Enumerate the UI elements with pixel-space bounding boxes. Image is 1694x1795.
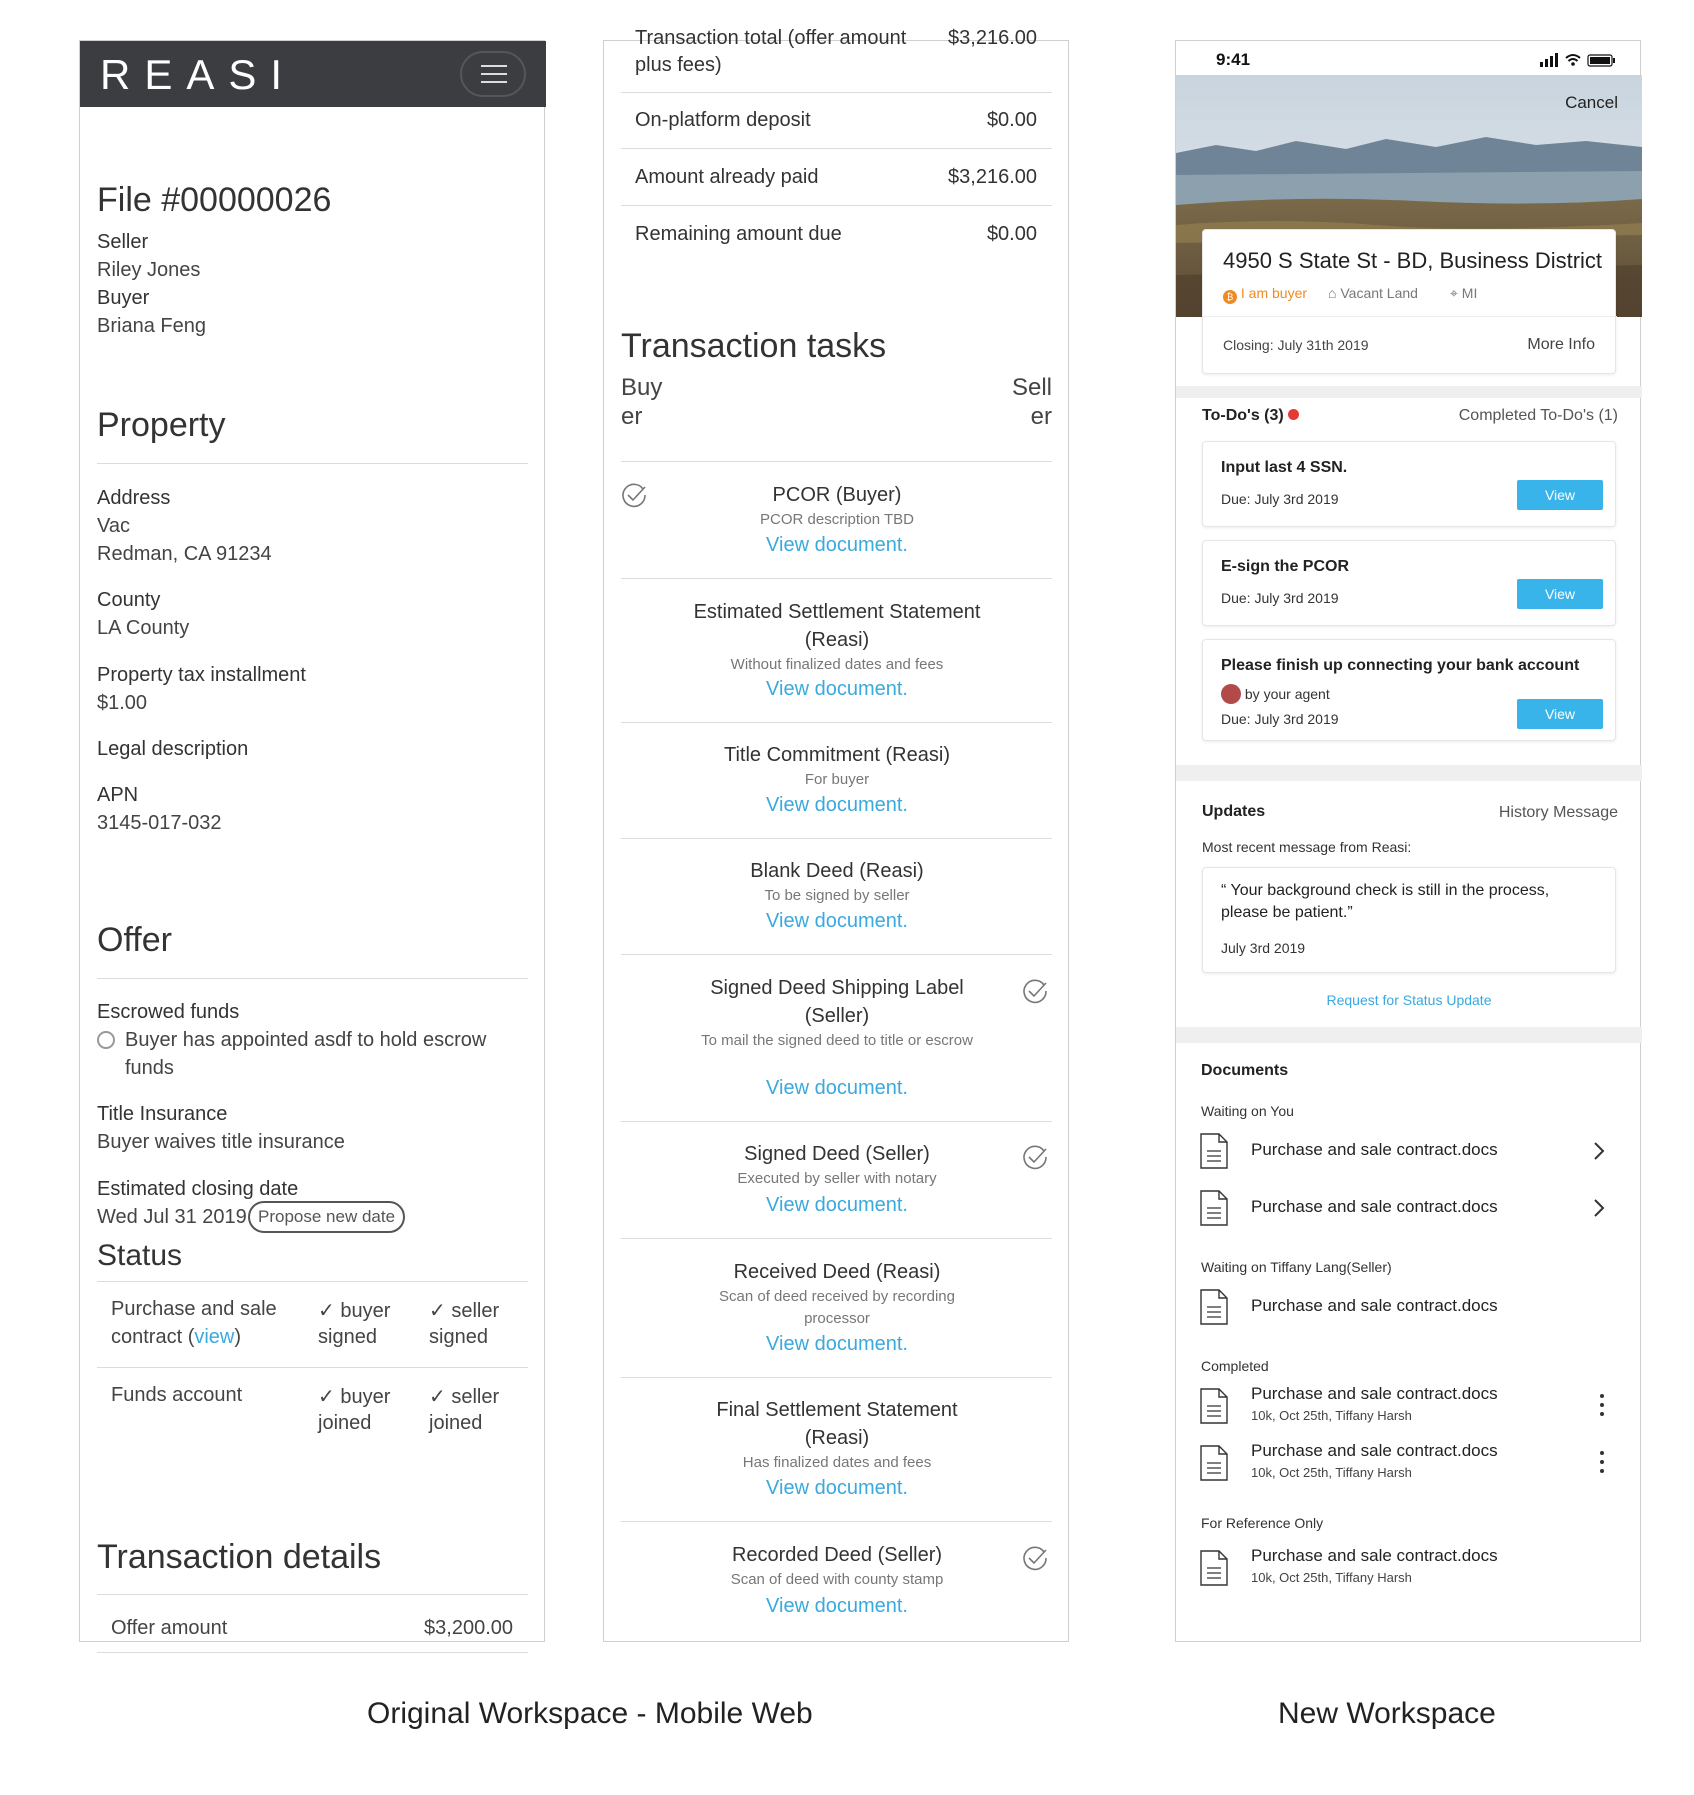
closing-date-label: Estimated closing date [97,1178,299,1200]
chevron-right-icon [1592,1197,1606,1219]
task-subtitle: Without finalized dates and fees [730,656,944,673]
seller-label: Seller [97,231,149,253]
section-separator [1176,1027,1642,1043]
updates-heading: Updates [1202,803,1266,820]
menu-icon-line [481,81,507,83]
escrow-label: Escrowed funds [97,1001,240,1023]
seller-column-header: Sell [1011,374,1052,401]
deposit-label: On-platform deposit [635,109,811,131]
view-document-link[interactable]: View document. [766,678,908,700]
escrow-text-line2: funds [125,1057,174,1079]
todos-heading [1202,407,1299,425]
divider [621,1521,1052,1522]
task-title: Estimated Settlement Statement (Reasi) [693,601,981,651]
remaining-label: Remaining amount due [635,223,842,245]
todo-assignee [1221,684,1330,704]
task-subtitle: Scan of deed received by recording processor [719,1288,955,1327]
funds-account-label: Funds account [111,1384,243,1406]
task-title: Title Commitment (Reasi) [724,744,950,766]
waiting-on-you-label: Waiting on You [1201,1103,1294,1119]
view-document-link[interactable]: View document. [766,910,908,932]
status-text: buyer [340,1386,391,1408]
status-row-label: Purchase and sale [111,1298,277,1320]
apn-value: 3145-017-032 [97,812,222,834]
task-title: Signed Deed Shipping Label (Seller) [710,977,964,1027]
escrow-text-line1: Buyer has appointed asdf to hold escrow [125,1029,487,1051]
view-document-link[interactable]: View document. [766,794,908,816]
remaining-value: $0.00 [986,223,1037,245]
home-icon: ⌂ [1328,285,1341,301]
task-subtitle: To be signed by seller [764,887,910,904]
view-button[interactable]: View [1517,480,1603,510]
view-document-link[interactable]: View document. [766,1077,908,1099]
role-tag [1223,285,1307,304]
cancel-button[interactable]: Cancel [1565,93,1618,112]
divider [621,461,1052,462]
section-separator [1176,386,1642,398]
document-meta: 10k, Oct 25th, Tiffany Harsh [1251,1570,1412,1585]
seller-complete-check-icon [1022,978,1048,1004]
message-text-line2: please be patient.” [1221,904,1353,921]
task-subtitle: PCOR description TBD [760,511,914,528]
view-document-link[interactable]: View document. [766,1477,908,1499]
task-subtitle: Scan of deed with county stamp [730,1571,944,1588]
offer-heading: Offer [97,921,172,959]
document-name: Purchase and sale contract.docs [1251,1197,1498,1216]
seller-complete-check-icon [1022,1144,1048,1170]
alert-dot-icon [1288,409,1299,420]
divider [97,1367,528,1368]
file-title: File #00000026 [97,181,332,219]
chevron-right-icon [1592,1140,1606,1162]
deposit-value: $0.00 [986,109,1037,131]
state-text: MI [1461,285,1478,301]
divider [97,1281,528,1282]
county-value: LA County [97,617,190,639]
caption-new-workspace: New Workspace [1278,1697,1496,1730]
status-bar-icons [1540,53,1620,67]
closing-date: Closing: July 31th 2019 [1223,337,1369,353]
assignee-text: by your agent [1244,686,1330,702]
mobile-web-panel-1 [79,40,545,1642]
divider [621,1377,1052,1378]
divider [621,1121,1052,1122]
history-message-link[interactable]: History Message [1498,804,1618,821]
task-subtitle: To mail the signed deed to title or escrow [701,1032,973,1049]
reference-only-label: For Reference Only [1201,1515,1324,1531]
propose-new-date-button[interactable]: Propose new date [248,1201,405,1233]
task-subtitle: Has finalized dates and fees [742,1454,932,1471]
menu-icon-line [481,65,507,67]
paid-value: $3,216.00 [948,166,1037,188]
tax-value: $1.00 [97,692,148,714]
task-subtitle: For buyer [804,771,870,788]
document-icon [1200,1133,1228,1169]
land-type [1328,285,1418,301]
offer-amount-label: Offer amount [111,1617,228,1639]
todo-due: Due: July 3rd 2019 [1221,590,1339,606]
menu-icon-line [481,73,507,75]
address-line2: Redman, CA 91234 [97,543,272,565]
status-row-label-close: ) [234,1326,242,1348]
todo-title: Please finish up connecting your bank account [1221,657,1580,674]
role-text: I am buyer [1240,285,1308,301]
tax-label: Property tax installment [97,664,306,686]
recent-message-label: Most recent message from Reasi: [1202,839,1412,855]
caption-original-workspace: Original Workspace - Mobile Web [367,1697,813,1730]
completed-todos-link[interactable]: Completed To-Do's (1) [1458,407,1618,424]
seller-name: Riley Jones [97,259,201,281]
title-insurance-label: Title Insurance [97,1103,228,1125]
location-pin-icon: ⌖ [1450,285,1462,301]
seller-complete-check-icon [1022,1545,1048,1571]
buyer-name: Briana Feng [97,315,206,337]
document-name: Purchase and sale contract.docs [1251,1384,1498,1403]
property-card[interactable] [1202,229,1616,374]
property-heading: Property [97,406,226,444]
escrow-radio[interactable] [97,1031,115,1049]
address-label: Address [97,487,171,509]
transaction-total-value: $3,216.00 [948,27,1037,49]
divider [621,205,1052,206]
legal-label: Legal description [97,738,249,760]
divider [97,978,528,979]
seller-joined-status [429,1384,499,1409]
mobile-web-panel-2 [603,27,1069,1642]
paid-label: Amount already paid [635,166,819,188]
new-workspace-panel [1175,40,1641,1642]
task-title: Received Deed (Reasi) [733,1261,941,1283]
section-separator [1176,765,1642,781]
document-icon [1200,1190,1228,1226]
offer-amount-value: $3,200.00 [424,1617,513,1639]
app-header [80,41,546,107]
status-text: seller [451,1386,500,1408]
buyer-joined-status [318,1384,390,1409]
todo-due: Due: July 3rd 2019 [1221,491,1339,507]
todo-card[interactable] [1202,441,1616,527]
view-document-link[interactable]: View document. [766,534,908,556]
more-options-icon[interactable] [1599,1394,1605,1420]
todos-label: To-Do's (3) [1202,407,1284,424]
waiting-on-seller-label: Waiting on Tiffany Lang(Seller) [1201,1259,1392,1275]
document-meta: 10k, Oct 25th, Tiffany Harsh [1251,1465,1412,1480]
divider [1203,316,1617,317]
buyer-column-header-2: er [621,403,643,430]
address-line1: Vac [97,515,130,537]
document-name: Purchase and sale contract.docs [1251,1140,1498,1159]
divider [621,148,1052,149]
seller-column-header-2: er [1030,403,1052,430]
todo-due: Due: July 3rd 2019 [1221,711,1339,727]
view-document-link[interactable]: View document. [766,1595,908,1617]
divider [97,1652,528,1653]
status-heading: Status [97,1239,183,1272]
task-title: Recorded Deed (Seller) [731,1544,943,1566]
document-icon [1200,1289,1228,1325]
check-icon: ✓ [318,1386,341,1408]
seller-joined-status-2: joined [429,1412,483,1434]
document-name: Purchase and sale contract.docs [1251,1296,1498,1315]
request-status-update-link[interactable]: Request for Status Update [1326,992,1492,1008]
status-row-label-text: contract ( [111,1326,195,1348]
transaction-total-label-2: plus fees) [635,54,722,76]
document-meta: 10k, Oct 25th, Tiffany Harsh [1251,1408,1412,1423]
divider [621,1238,1052,1239]
document-name: Purchase and sale contract.docs [1251,1546,1498,1565]
more-options-icon[interactable] [1599,1451,1605,1477]
state-tag [1450,285,1477,302]
todo-title: Input last 4 SSN. [1221,459,1348,476]
contract-view-link[interactable]: view [194,1326,235,1348]
status-row-label-2 [111,1326,241,1349]
todo-card[interactable] [1202,540,1616,626]
check-icon: ✓ [429,1300,452,1322]
transaction-tasks-heading: Transaction tasks [621,327,887,365]
reasi-logo[interactable]: REASI [100,51,297,98]
check-icon: ✓ [318,1300,341,1322]
land-type-text: Vacant Land [1340,285,1418,301]
transaction-details-heading: Transaction details [97,1538,382,1576]
closing-date-value: Wed Jul 31 2019 [97,1206,247,1228]
buyer-complete-check-icon [621,482,647,508]
seller-signed-status-2: signed [429,1326,488,1348]
view-button[interactable]: View [1517,699,1603,729]
avatar [1221,684,1241,704]
view-button[interactable]: View [1517,579,1603,609]
task-subtitle: Executed by seller with notary [737,1170,937,1187]
message-card [1202,867,1616,973]
buyer-signed-status-2: signed [318,1326,377,1348]
buyer-signed-status [318,1298,390,1323]
buyer-badge-icon: ₿ [1223,290,1237,304]
status-bar-time: 9:41 [1216,50,1251,69]
seller-signed-status [429,1298,499,1323]
view-document-link[interactable]: View document. [766,1333,908,1355]
divider [621,722,1052,723]
check-icon: ✓ [429,1386,452,1408]
more-info-link[interactable]: More Info [1527,336,1595,353]
document-name: Purchase and sale contract.docs [1251,1441,1498,1460]
view-document-link[interactable]: View document. [766,1194,908,1216]
buyer-label: Buyer [97,287,150,309]
message-text-line1: “ Your background check is still in the process, [1221,882,1550,899]
divider [621,578,1052,579]
task-title: Final Settlement Statement (Reasi) [716,1399,958,1449]
status-text: buyer [340,1300,391,1322]
divider [621,954,1052,955]
status-text: seller [451,1300,500,1322]
divider [97,463,528,464]
todo-card[interactable] [1202,639,1616,741]
divider [621,838,1052,839]
document-icon [1200,1445,1228,1481]
message-date: July 3rd 2019 [1221,940,1306,956]
divider [621,92,1052,93]
apn-label: APN [97,784,139,806]
documents-heading: Documents [1201,1062,1289,1079]
task-title: Blank Deed (Reasi) [750,860,924,882]
hamburger-menu-button[interactable] [460,51,526,97]
document-icon [1200,1550,1228,1586]
transaction-total-label: Transaction total (offer amount [635,27,907,49]
buyer-joined-status-2: joined [318,1412,372,1434]
todo-title: E-sign the PCOR [1221,558,1350,575]
divider [97,1594,528,1595]
county-label: County [97,589,161,611]
property-address: 4950 S State St - BD, Business District [1223,248,1603,273]
buyer-column-header: Buy [621,374,663,401]
completed-label: Completed [1201,1358,1269,1374]
task-title: Signed Deed (Seller) [744,1143,930,1165]
task-title: PCOR (Buyer) [772,484,902,506]
title-insurance-value: Buyer waives title insurance [97,1131,345,1153]
document-icon [1200,1388,1228,1424]
